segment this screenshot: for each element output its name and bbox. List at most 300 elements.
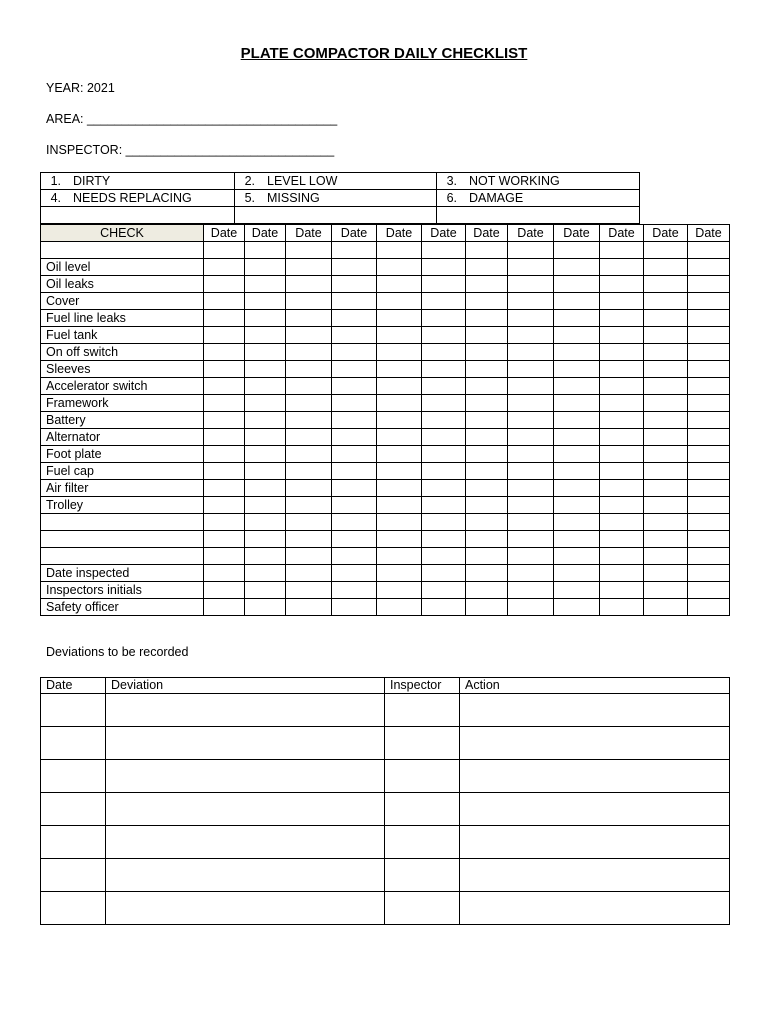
check-date-cell[interactable] <box>600 429 644 446</box>
check-date-cell[interactable] <box>554 599 600 616</box>
check-date-cell[interactable] <box>377 361 422 378</box>
check-date-cell[interactable] <box>204 565 245 582</box>
check-date-cell[interactable] <box>600 582 644 599</box>
check-date-cell[interactable] <box>377 412 422 429</box>
check-date-cell[interactable] <box>286 361 332 378</box>
check-date-cell[interactable] <box>466 361 508 378</box>
check-date-cell[interactable] <box>644 327 688 344</box>
check-date-cell[interactable] <box>286 429 332 446</box>
check-date-cell[interactable] <box>245 378 286 395</box>
check-date-cell[interactable] <box>422 548 466 565</box>
check-date-cell[interactable] <box>332 310 377 327</box>
check-date-cell[interactable] <box>644 361 688 378</box>
check-date-cell[interactable] <box>204 378 245 395</box>
check-date-cell[interactable] <box>286 480 332 497</box>
check-date-cell[interactable] <box>688 293 730 310</box>
check-date-cell[interactable] <box>245 480 286 497</box>
check-date-cell[interactable] <box>204 293 245 310</box>
check-date-cell[interactable] <box>688 395 730 412</box>
deviation-cell[interactable] <box>385 793 460 826</box>
check-date-cell[interactable] <box>466 395 508 412</box>
check-date-cell[interactable] <box>688 242 730 259</box>
check-date-cell[interactable] <box>204 327 245 344</box>
check-date-cell[interactable] <box>286 463 332 480</box>
check-date-cell[interactable] <box>600 548 644 565</box>
check-date-cell[interactable] <box>422 497 466 514</box>
check-date-cell[interactable] <box>466 480 508 497</box>
check-date-cell[interactable] <box>422 565 466 582</box>
check-date-cell[interactable] <box>554 429 600 446</box>
check-date-cell[interactable] <box>422 276 466 293</box>
check-date-cell[interactable] <box>554 259 600 276</box>
check-date-cell[interactable] <box>422 242 466 259</box>
deviation-cell[interactable] <box>41 826 106 859</box>
check-date-cell[interactable] <box>377 310 422 327</box>
deviation-cell[interactable] <box>460 826 730 859</box>
check-date-cell[interactable] <box>286 344 332 361</box>
check-date-cell[interactable] <box>422 514 466 531</box>
check-date-cell[interactable] <box>688 344 730 361</box>
check-date-cell[interactable] <box>286 412 332 429</box>
deviation-cell[interactable] <box>385 727 460 760</box>
check-date-cell[interactable] <box>332 582 377 599</box>
check-date-cell[interactable] <box>332 327 377 344</box>
deviation-cell[interactable] <box>385 859 460 892</box>
deviation-cell[interactable] <box>106 826 385 859</box>
check-date-cell[interactable] <box>245 463 286 480</box>
deviation-cell[interactable] <box>106 727 385 760</box>
check-date-cell[interactable] <box>508 531 554 548</box>
check-date-cell[interactable] <box>422 344 466 361</box>
check-date-cell[interactable] <box>204 276 245 293</box>
check-date-cell[interactable] <box>466 242 508 259</box>
check-date-cell[interactable] <box>245 429 286 446</box>
check-date-cell[interactable] <box>466 463 508 480</box>
check-date-cell[interactable] <box>245 361 286 378</box>
deviation-cell[interactable] <box>460 727 730 760</box>
check-date-cell[interactable] <box>377 565 422 582</box>
check-date-cell[interactable] <box>508 395 554 412</box>
check-date-cell[interactable] <box>688 276 730 293</box>
check-date-cell[interactable] <box>466 514 508 531</box>
deviation-cell[interactable] <box>106 892 385 925</box>
deviation-cell[interactable] <box>106 859 385 892</box>
check-date-cell[interactable] <box>508 565 554 582</box>
check-date-cell[interactable] <box>644 446 688 463</box>
check-date-cell[interactable] <box>377 327 422 344</box>
check-date-cell[interactable] <box>377 582 422 599</box>
deviation-cell[interactable] <box>41 694 106 727</box>
check-date-cell[interactable] <box>644 531 688 548</box>
check-date-cell[interactable] <box>508 412 554 429</box>
check-date-cell[interactable] <box>688 565 730 582</box>
check-date-cell[interactable] <box>508 259 554 276</box>
check-date-cell[interactable] <box>600 514 644 531</box>
deviation-cell[interactable] <box>460 892 730 925</box>
check-date-cell[interactable] <box>422 412 466 429</box>
check-date-cell[interactable] <box>508 310 554 327</box>
check-date-cell[interactable] <box>644 463 688 480</box>
check-date-cell[interactable] <box>508 514 554 531</box>
check-date-cell[interactable] <box>332 497 377 514</box>
check-date-cell[interactable] <box>508 599 554 616</box>
check-date-cell[interactable] <box>422 463 466 480</box>
check-date-cell[interactable] <box>286 531 332 548</box>
check-date-cell[interactable] <box>245 293 286 310</box>
check-date-cell[interactable] <box>286 378 332 395</box>
check-date-cell[interactable] <box>688 599 730 616</box>
check-date-cell[interactable] <box>332 344 377 361</box>
check-date-cell[interactable] <box>204 497 245 514</box>
check-date-cell[interactable] <box>600 293 644 310</box>
check-date-cell[interactable] <box>422 327 466 344</box>
check-date-cell[interactable] <box>422 310 466 327</box>
check-date-cell[interactable] <box>466 327 508 344</box>
check-date-cell[interactable] <box>644 395 688 412</box>
check-date-cell[interactable] <box>245 531 286 548</box>
check-date-cell[interactable] <box>204 548 245 565</box>
check-date-cell[interactable] <box>245 514 286 531</box>
check-date-cell[interactable] <box>204 361 245 378</box>
check-date-cell[interactable] <box>508 327 554 344</box>
check-date-cell[interactable] <box>204 429 245 446</box>
check-date-cell[interactable] <box>286 514 332 531</box>
check-date-cell[interactable] <box>688 582 730 599</box>
check-date-cell[interactable] <box>644 310 688 327</box>
check-date-cell[interactable] <box>508 446 554 463</box>
check-date-cell[interactable] <box>204 480 245 497</box>
check-date-cell[interactable] <box>466 259 508 276</box>
check-date-cell[interactable] <box>204 310 245 327</box>
check-date-cell[interactable] <box>204 582 245 599</box>
check-date-cell[interactable] <box>377 514 422 531</box>
check-date-cell[interactable] <box>204 531 245 548</box>
check-date-cell[interactable] <box>688 514 730 531</box>
check-date-cell[interactable] <box>204 242 245 259</box>
deviation-cell[interactable] <box>460 859 730 892</box>
check-date-cell[interactable] <box>508 361 554 378</box>
check-date-cell[interactable] <box>644 548 688 565</box>
check-date-cell[interactable] <box>245 259 286 276</box>
check-date-cell[interactable] <box>204 344 245 361</box>
check-date-cell[interactable] <box>332 446 377 463</box>
check-date-cell[interactable] <box>508 548 554 565</box>
check-date-cell[interactable] <box>644 480 688 497</box>
check-date-cell[interactable] <box>286 327 332 344</box>
check-date-cell[interactable] <box>422 582 466 599</box>
check-date-cell[interactable] <box>644 412 688 429</box>
check-date-cell[interactable] <box>377 548 422 565</box>
check-date-cell[interactable] <box>554 548 600 565</box>
check-date-cell[interactable] <box>508 480 554 497</box>
deviation-header: Deviation <box>106 678 385 694</box>
check-date-cell[interactable] <box>600 276 644 293</box>
check-date-cell[interactable] <box>600 310 644 327</box>
check-date-cell[interactable] <box>286 395 332 412</box>
check-date-cell[interactable] <box>466 582 508 599</box>
check-date-cell[interactable] <box>245 497 286 514</box>
check-date-cell[interactable] <box>377 446 422 463</box>
check-date-cell[interactable] <box>332 242 377 259</box>
check-date-cell[interactable] <box>245 344 286 361</box>
check-date-cell[interactable] <box>644 242 688 259</box>
check-date-cell[interactable] <box>554 310 600 327</box>
check-date-cell[interactable] <box>422 429 466 446</box>
check-date-cell[interactable] <box>286 276 332 293</box>
check-date-cell[interactable] <box>466 378 508 395</box>
check-date-cell[interactable] <box>688 327 730 344</box>
check-date-cell[interactable] <box>332 514 377 531</box>
check-date-cell[interactable] <box>245 310 286 327</box>
deviation-cell[interactable] <box>460 694 730 727</box>
check-date-cell[interactable] <box>245 548 286 565</box>
check-date-cell[interactable] <box>466 429 508 446</box>
check-date-cell[interactable] <box>508 429 554 446</box>
check-date-cell[interactable] <box>554 412 600 429</box>
check-date-cell[interactable] <box>466 531 508 548</box>
check-date-cell[interactable] <box>644 514 688 531</box>
check-date-cell[interactable] <box>245 446 286 463</box>
deviation-cell[interactable] <box>385 892 460 925</box>
check-date-cell[interactable] <box>286 582 332 599</box>
check-date-cell[interactable] <box>466 548 508 565</box>
deviation-cell[interactable] <box>460 793 730 826</box>
check-date-cell[interactable] <box>377 463 422 480</box>
check-date-cell[interactable] <box>422 361 466 378</box>
check-date-cell[interactable] <box>204 446 245 463</box>
check-date-cell[interactable] <box>644 344 688 361</box>
checklist-row <box>41 293 730 310</box>
check-date-cell[interactable] <box>245 276 286 293</box>
legend-row <box>41 173 640 190</box>
deviation-cell[interactable] <box>106 793 385 826</box>
check-date-cell[interactable] <box>245 242 286 259</box>
check-date-cell[interactable] <box>286 310 332 327</box>
check-date-cell[interactable] <box>286 497 332 514</box>
check-date-cell[interactable] <box>554 446 600 463</box>
check-date-cell[interactable] <box>245 412 286 429</box>
check-date-cell[interactable] <box>508 378 554 395</box>
check-date-cell[interactable] <box>644 497 688 514</box>
check-date-cell[interactable] <box>644 293 688 310</box>
check-date-cell[interactable] <box>688 361 730 378</box>
deviation-cell[interactable] <box>41 760 106 793</box>
check-date-cell[interactable] <box>332 480 377 497</box>
check-date-cell[interactable] <box>600 446 644 463</box>
check-date-cell[interactable] <box>204 599 245 616</box>
deviation-cell[interactable] <box>460 760 730 793</box>
check-date-cell[interactable] <box>644 582 688 599</box>
deviation-cell[interactable] <box>41 859 106 892</box>
check-date-cell[interactable] <box>245 582 286 599</box>
check-date-cell[interactable] <box>332 531 377 548</box>
check-date-cell[interactable] <box>600 480 644 497</box>
check-date-cell[interactable] <box>377 599 422 616</box>
check-date-cell[interactable] <box>688 446 730 463</box>
check-date-cell[interactable] <box>554 480 600 497</box>
check-date-cell[interactable] <box>688 412 730 429</box>
check-date-cell[interactable] <box>204 259 245 276</box>
inspector-field[interactable]: INSPECTOR: ______________________________ <box>46 143 335 157</box>
check-date-cell[interactable] <box>332 361 377 378</box>
check-date-cell[interactable] <box>644 429 688 446</box>
check-date-cell[interactable] <box>688 548 730 565</box>
legend-row <box>41 190 640 207</box>
check-date-cell[interactable] <box>600 497 644 514</box>
check-date-cell[interactable] <box>600 565 644 582</box>
check-date-cell[interactable] <box>332 293 377 310</box>
check-date-cell[interactable] <box>466 412 508 429</box>
check-date-cell[interactable] <box>466 497 508 514</box>
check-date-cell[interactable] <box>332 395 377 412</box>
check-date-cell[interactable] <box>377 429 422 446</box>
deviation-cell[interactable] <box>41 793 106 826</box>
check-date-cell[interactable] <box>600 259 644 276</box>
check-date-cell[interactable] <box>377 259 422 276</box>
check-date-cell[interactable] <box>600 412 644 429</box>
check-date-cell[interactable] <box>286 259 332 276</box>
deviation-cell[interactable] <box>106 694 385 727</box>
check-date-cell[interactable] <box>377 531 422 548</box>
check-date-cell[interactable] <box>332 378 377 395</box>
check-date-cell[interactable] <box>688 531 730 548</box>
check-date-cell[interactable] <box>644 259 688 276</box>
check-date-cell[interactable] <box>377 395 422 412</box>
check-date-cell[interactable] <box>508 582 554 599</box>
check-date-cell[interactable] <box>688 378 730 395</box>
check-date-cell[interactable] <box>554 514 600 531</box>
check-date-cell[interactable] <box>644 565 688 582</box>
check-date-cell[interactable] <box>554 497 600 514</box>
check-date-cell[interactable] <box>286 599 332 616</box>
check-date-cell[interactable] <box>688 463 730 480</box>
check-date-cell[interactable] <box>377 378 422 395</box>
check-date-cell[interactable] <box>466 310 508 327</box>
check-date-cell[interactable] <box>332 429 377 446</box>
check-date-cell[interactable] <box>286 242 332 259</box>
check-date-cell[interactable] <box>286 548 332 565</box>
check-date-cell[interactable] <box>554 276 600 293</box>
check-date-cell[interactable] <box>466 446 508 463</box>
check-date-cell[interactable] <box>508 344 554 361</box>
check-date-cell[interactable] <box>422 480 466 497</box>
check-date-cell[interactable] <box>554 378 600 395</box>
check-date-cell[interactable] <box>332 259 377 276</box>
check-date-cell[interactable] <box>554 531 600 548</box>
check-date-cell[interactable] <box>332 599 377 616</box>
check-date-cell[interactable] <box>422 395 466 412</box>
check-date-cell[interactable] <box>600 531 644 548</box>
check-date-cell[interactable] <box>508 293 554 310</box>
check-date-cell[interactable] <box>286 293 332 310</box>
check-date-cell[interactable] <box>332 276 377 293</box>
check-date-cell[interactable] <box>600 242 644 259</box>
check-date-cell[interactable] <box>377 497 422 514</box>
check-date-cell[interactable] <box>332 412 377 429</box>
check-date-cell[interactable] <box>554 463 600 480</box>
checklist-row <box>41 514 730 531</box>
check-date-cell[interactable] <box>466 599 508 616</box>
check-date-cell[interactable] <box>422 531 466 548</box>
check-date-cell[interactable] <box>644 276 688 293</box>
check-date-cell[interactable] <box>466 344 508 361</box>
check-date-cell[interactable] <box>600 378 644 395</box>
check-date-cell[interactable] <box>600 361 644 378</box>
check-date-cell[interactable] <box>554 565 600 582</box>
check-date-cell[interactable] <box>286 565 332 582</box>
check-date-cell[interactable] <box>554 327 600 344</box>
check-date-cell[interactable] <box>377 276 422 293</box>
check-date-cell[interactable] <box>554 395 600 412</box>
check-date-cell[interactable] <box>466 293 508 310</box>
check-date-cell[interactable] <box>688 480 730 497</box>
check-date-cell[interactable] <box>204 514 245 531</box>
check-date-cell[interactable] <box>688 310 730 327</box>
check-date-cell[interactable] <box>554 242 600 259</box>
check-date-cell[interactable] <box>688 259 730 276</box>
check-date-cell[interactable] <box>332 463 377 480</box>
check-date-cell[interactable] <box>508 463 554 480</box>
check-date-cell[interactable] <box>422 293 466 310</box>
check-date-cell[interactable] <box>245 327 286 344</box>
check-date-cell[interactable] <box>688 429 730 446</box>
deviation-cell[interactable] <box>41 892 106 925</box>
check-date-cell[interactable] <box>245 565 286 582</box>
check-date-cell[interactable] <box>600 395 644 412</box>
check-date-cell[interactable] <box>554 582 600 599</box>
check-date-cell[interactable] <box>508 242 554 259</box>
check-date-cell[interactable] <box>508 276 554 293</box>
check-date-cell[interactable] <box>245 395 286 412</box>
check-date-cell[interactable] <box>286 446 332 463</box>
deviation-cell[interactable] <box>385 760 460 793</box>
check-date-cell[interactable] <box>688 497 730 514</box>
check-date-cell[interactable] <box>600 327 644 344</box>
check-date-cell[interactable] <box>422 378 466 395</box>
deviation-cell[interactable] <box>385 694 460 727</box>
deviation-cell[interactable] <box>41 727 106 760</box>
check-date-cell[interactable] <box>377 480 422 497</box>
deviation-cell[interactable] <box>106 760 385 793</box>
check-date-cell[interactable] <box>600 344 644 361</box>
check-date-cell[interactable] <box>644 378 688 395</box>
check-date-cell[interactable] <box>508 497 554 514</box>
check-date-cell[interactable] <box>332 548 377 565</box>
check-date-cell[interactable] <box>377 293 422 310</box>
check-date-cell[interactable] <box>600 463 644 480</box>
check-date-cell[interactable] <box>554 344 600 361</box>
check-date-cell[interactable] <box>204 463 245 480</box>
check-date-cell[interactable] <box>422 599 466 616</box>
area-field[interactable]: AREA: ____________________________________ <box>46 112 338 126</box>
check-date-cell[interactable] <box>422 259 466 276</box>
check-date-cell[interactable] <box>466 565 508 582</box>
check-date-cell[interactable] <box>204 412 245 429</box>
check-date-cell[interactable] <box>377 242 422 259</box>
check-date-cell[interactable] <box>600 599 644 616</box>
check-date-cell[interactable] <box>204 395 245 412</box>
check-date-cell[interactable] <box>466 276 508 293</box>
check-date-cell[interactable] <box>422 446 466 463</box>
check-date-cell[interactable] <box>554 293 600 310</box>
deviation-cell[interactable] <box>385 826 460 859</box>
date-column-header: Date <box>204 225 245 242</box>
check-date-cell[interactable] <box>377 344 422 361</box>
check-date-cell[interactable] <box>554 361 600 378</box>
check-date-cell[interactable] <box>245 599 286 616</box>
check-date-cell[interactable] <box>644 599 688 616</box>
check-date-cell[interactable] <box>332 565 377 582</box>
